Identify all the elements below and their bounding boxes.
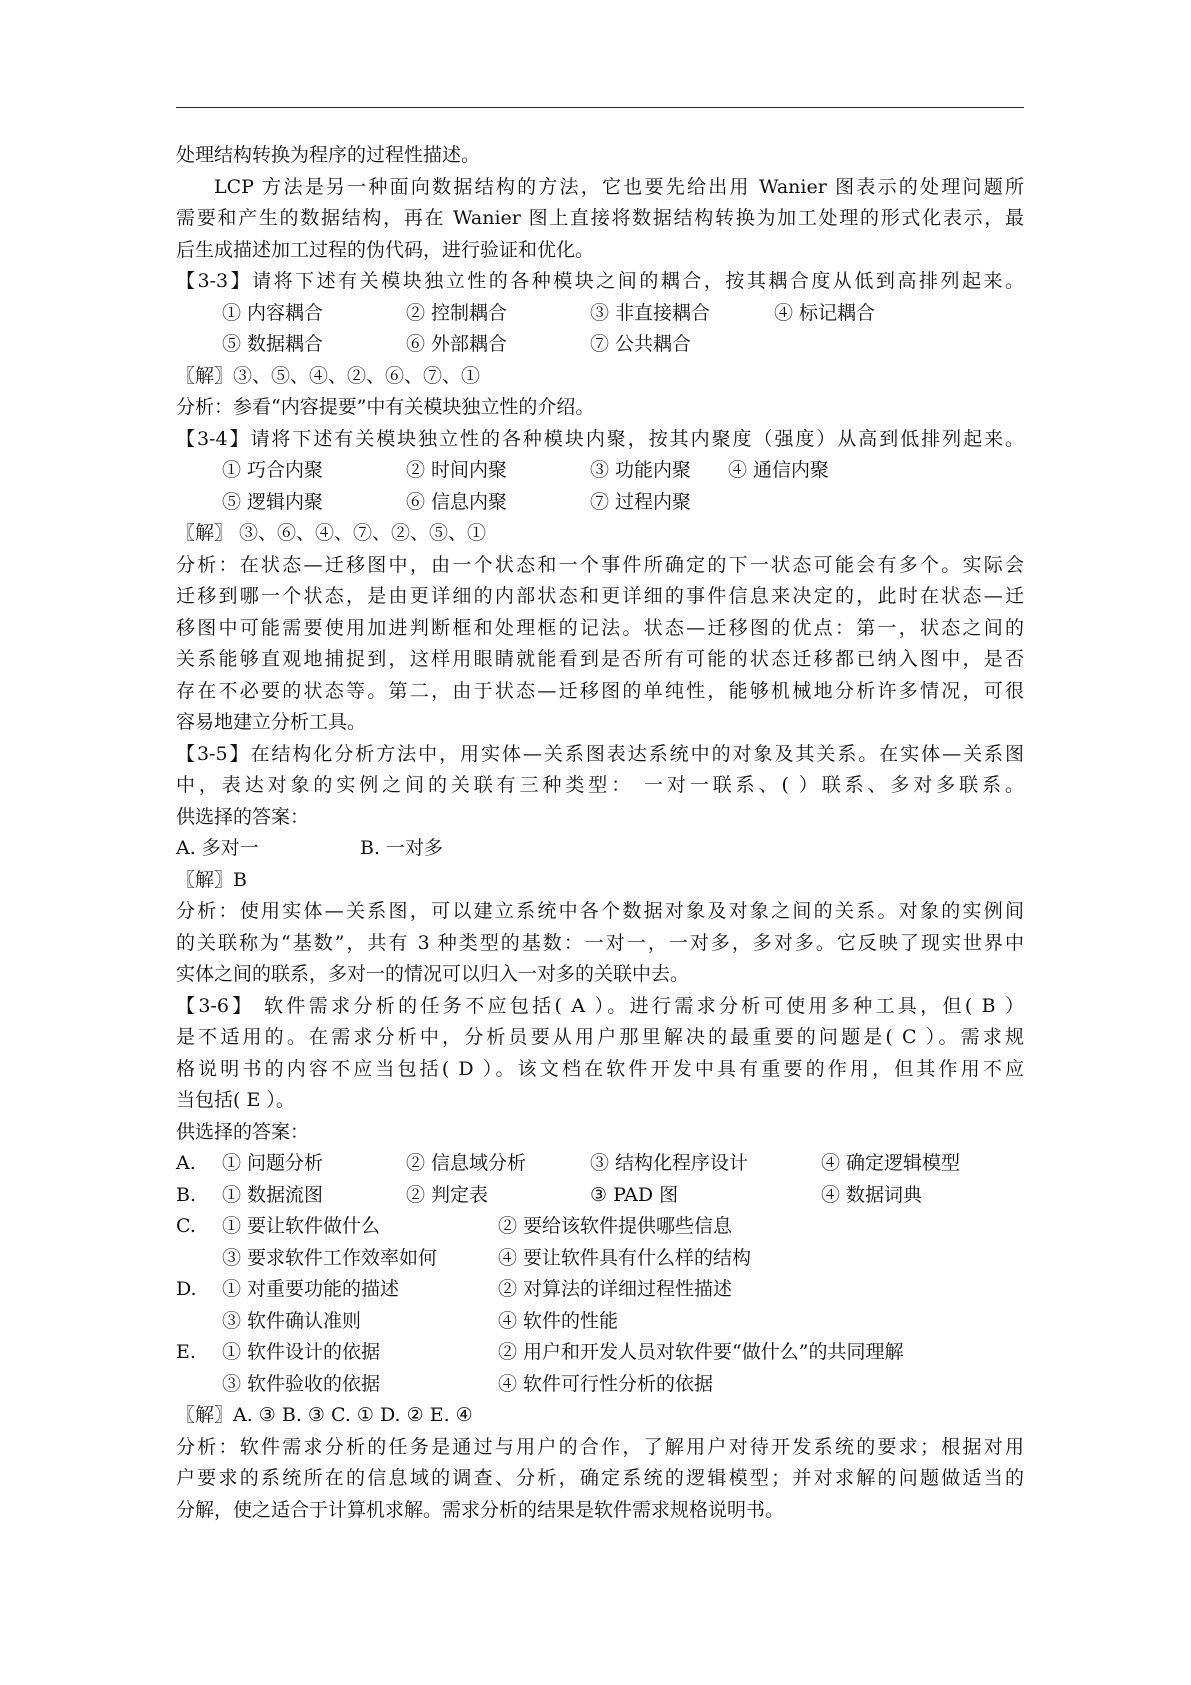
option: ③ 非直接耦合 [590, 301, 711, 324]
option: ③ 结构化程序设计 [590, 1152, 749, 1174]
answer-line: 〖解〗A. ③ B. ③ C. ① D. ② E. ④ [176, 1404, 473, 1426]
option: ② 信息域分析 [406, 1152, 527, 1174]
choice-group-e [176, 1337, 1024, 1369]
answer-line: 〖解〗B [176, 868, 247, 891]
option: ① 对重要功能的描述 [222, 1278, 400, 1300]
option: ④ 确定逻辑模型 [821, 1152, 961, 1174]
answer-line: 〖解〗③、⑤、④、②、⑥、⑦、① [176, 364, 481, 387]
option: ④ 软件可行性分析的依据 [498, 1372, 714, 1395]
text-line: 当包括( E ）。 [176, 1089, 295, 1111]
option: ② 判定表 [406, 1183, 489, 1206]
analysis-line: 移图中可能需要使用加进判断框和处理框的记法。状态—迁移图的优点：第一，状态之间的 [176, 616, 1024, 639]
option: ③ 功能内聚 [590, 459, 692, 481]
option: ② 对算法的详细过程性描述 [498, 1278, 733, 1300]
analysis-line: 分析：软件需求分析的任务是通过与用户的合作，了解用户对待开发系统的要求；根据对用 [176, 1435, 1024, 1458]
text-line: 需要和产生的数据结构，再在 Wanier 图上直接将数据结构转换为加工处理的形式化表示，最 [176, 207, 1024, 229]
option: ③ 软件验收的依据 [222, 1372, 381, 1395]
choice-group-c [176, 1211, 1024, 1243]
choice-group-c-cont [176, 1243, 1024, 1275]
options-row [176, 455, 1024, 487]
analysis-line: 迁移到哪一个状态，是由更详细的内部状态和更详细的事件信息来决定的，此时在状态—迁 [176, 585, 1024, 607]
choice-letter: A. [176, 1152, 196, 1174]
option: ① 要让软件做什么 [222, 1215, 381, 1237]
option: ④ 软件的性能 [498, 1309, 619, 1332]
analysis-line: 存在不必要的状态等。第二，由于状态—迁移图的单纯性，能够机械地分析许多情况，可很 [176, 679, 1024, 702]
analysis-line: 户要求的系统所在的信息域的调查、分析，确定系统的逻辑模型；并对求解的问题做适当的 [176, 1467, 1024, 1489]
choice-group-b [176, 1180, 1024, 1212]
choice-letter: D. [176, 1278, 197, 1300]
analysis-line: 分析：使用实体—关系图，可以建立系统中各个数据对象及对象之间的关系。对象的实例间 [176, 900, 1024, 922]
option: ① 巧合内聚 [222, 459, 324, 481]
option: ② 时间内聚 [406, 459, 508, 481]
question-3-4: 【3-4】请将下述有关模块独立性的各种模块内聚，按其内聚度（强度）从高到低排列起来。 [176, 427, 1024, 450]
choice-letter: C. [176, 1215, 196, 1237]
text-line: 处理结构转换为程序的过程性描述。 [176, 144, 481, 166]
choices-label: 供选择的答案： [176, 1120, 310, 1143]
option: ⑦ 公共耦合 [590, 333, 692, 355]
text-line: 是不适用的。在需求分析中，分析员要从用户那里解决的最重要的问题是( C ）。需求规 [176, 1026, 1024, 1048]
choice-letter: E. [176, 1341, 196, 1363]
option: A. 多对一 [176, 837, 259, 859]
text-line: 后生成描述加工过程的伪代码，进行验证和优化。 [176, 238, 595, 261]
option: ④ 要让软件具有什么样的结构 [498, 1246, 752, 1269]
options-row [176, 298, 1024, 330]
option: ⑥ 外部耦合 [406, 333, 508, 355]
question-3-3: 【3-3】请将下述有关模块独立性的各种模块之间的耦合，按其耦合度从低到高排列起来。 [176, 270, 1024, 292]
choice-group-e-cont [176, 1369, 1024, 1401]
option: ④ 通信内聚 [728, 459, 830, 481]
choice-letter: B. [176, 1183, 197, 1206]
option: ④ 标记耦合 [774, 301, 876, 324]
option: ⑦ 过程内聚 [590, 490, 692, 513]
choices-label: 供选择的答案： [176, 805, 310, 828]
analysis-line: 分解，使之适合于计算机求解。需求分析的结果是软件需求规格说明书。 [176, 1498, 785, 1521]
analysis-line: 实体之间的联系，多对一的情况可以归入一对多的关联中去。 [176, 963, 690, 985]
document-body [176, 140, 1024, 1526]
option: ② 控制耦合 [406, 301, 508, 324]
option: ③ 软件确认准则 [222, 1309, 362, 1332]
analysis-line: 分析：参看“内容提要”中有关模块独立性的介绍。 [176, 396, 595, 418]
option: ③ PAD 图 [590, 1183, 679, 1206]
option: ③ 要求软件工作效率如何 [222, 1246, 438, 1269]
analysis-line: 的关联称为“基数”，共有 3 种类型的基数：一对一，一对多，多对多。它反映了现实世界中 [176, 931, 1024, 954]
option: ① 数据流图 [222, 1183, 324, 1206]
text-line: 格说明书的内容不应当包括( D ）。该文档在软件开发中具有重要的作用，但其作用不应 [176, 1057, 1024, 1080]
option: ⑥ 信息内聚 [406, 490, 508, 513]
option: ② 要给该软件提供哪些信息 [498, 1215, 733, 1237]
option: ⑤ 数据耦合 [222, 333, 324, 355]
analysis-line: 分析：在状态—迁移图中，由一个状态和一个事件所确定的下一状态可能会有多个。实际会 [176, 553, 1024, 576]
option: B. 一对多 [360, 837, 444, 859]
question-3-6: 【3-6】 软件需求分析的任务不应包括( A ）。进行需求分析可使用多种工具，但( B ） [176, 994, 1024, 1017]
option: ① 内容耦合 [222, 301, 324, 324]
analysis-line: 关系能够直观地捕捉到，这样用眼睛就能看到是否所有可能的状态迁移都已纳入图中，是否 [176, 648, 1024, 670]
option: ④ 数据词典 [821, 1183, 923, 1206]
header-rule [176, 107, 1024, 108]
option: ① 软件设计的依据 [222, 1341, 381, 1363]
option: ② 用户和开发人员对软件要“做什么”的共同理解 [498, 1341, 904, 1363]
choice-group-d-cont [176, 1306, 1024, 1338]
options-row [176, 487, 1024, 519]
option: ⑤ 逻辑内聚 [222, 490, 324, 513]
option: ① 问题分析 [222, 1152, 324, 1174]
answer-line: 〖解〗 ③、⑥、④、⑦、②、⑤、① [176, 522, 487, 544]
text-line: LCP 方法是另一种面向数据结构的方法，它也要先给出用 Wanier 图表示的处理问题所 [214, 175, 1024, 198]
text-line: 中，表达对象的实例之间的关联有三种类型： 一对一联系、( ）联系、多对多联系。 [176, 774, 1024, 796]
choice-group-d [176, 1274, 1024, 1306]
analysis-line: 容易地建立分析工具。 [176, 711, 367, 733]
options-row [176, 833, 1024, 865]
options-row [176, 329, 1024, 361]
choice-group-a [176, 1148, 1024, 1180]
question-3-5: 【3-5】在结构化分析方法中，用实体—关系图表达系统中的对象及其关系。在实体—关系图 [176, 742, 1024, 765]
